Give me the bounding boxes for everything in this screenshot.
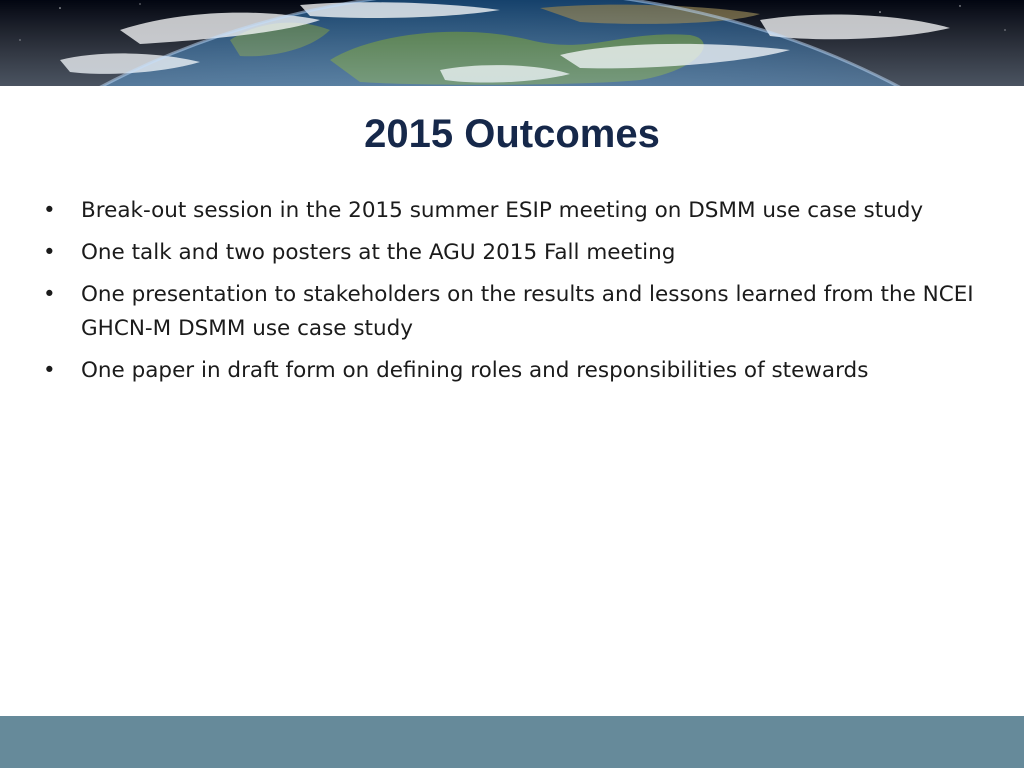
bullet-text: Break-out session in the 2015 summer ESIP meeting on DSMM use case study	[81, 198, 924, 223]
footer-bar	[0, 716, 1024, 768]
bullet-icon: •	[43, 282, 56, 307]
bullet-item	[0, 354, 1024, 388]
bullet-icon: •	[43, 198, 56, 223]
bullet-item	[0, 194, 1024, 228]
earth-banner-image	[0, 0, 1024, 86]
bullet-text: One presentation to stakeholders on the results and lessons learned from the NCEI GHCN-M DSMM use case study	[81, 282, 974, 341]
bullet-list	[0, 194, 1024, 396]
bullet-text: One paper in draft form on defining roles and responsibilities of stewards	[81, 358, 869, 383]
bullet-text: One talk and two posters at the AGU 2015 Fall meeting	[81, 240, 676, 265]
bullet-item	[0, 236, 1024, 270]
slide-title: 2015 Outcomes	[364, 112, 660, 156]
bullet-icon: •	[43, 358, 56, 383]
bullet-icon: •	[43, 240, 56, 265]
bullet-item	[0, 278, 1024, 346]
